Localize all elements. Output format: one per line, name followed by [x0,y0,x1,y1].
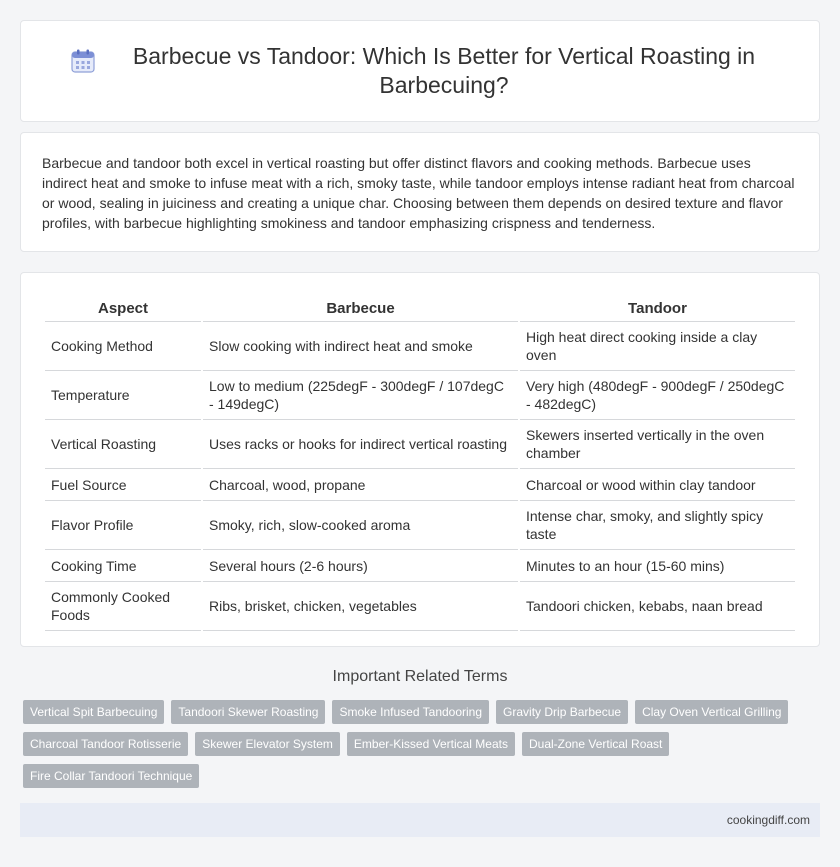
related-term-tag[interactable]: Gravity Drip Barbecue [496,700,628,724]
related-term-tag[interactable]: Smoke Infused Tandooring [332,700,489,724]
table-row [45,501,795,550]
table-cell: Charcoal or wood within clay tandoor [520,469,795,501]
related-term-tag[interactable]: Fire Collar Tandoori Technique [23,764,199,788]
table-cell: High heat direct cooking inside a clay oven [520,322,795,371]
calendar-icon [70,48,96,74]
related-term-tag[interactable]: Vertical Spit Barbecuing [23,700,164,724]
table-cell: Vertical Roasting [45,420,201,469]
table-cell: Intense char, smoky, and slightly spicy taste [520,501,795,550]
table-header-barbecue: Barbecue [203,295,518,322]
table-cell: Very high (480degF - 900degF / 250degC - 482degC) [520,371,795,420]
page-title: Barbecue vs Tandoor: Which Is Better for Vertical Roasting in Barbecuing? [132,43,756,98]
intro-paragraph: Barbecue and tandoor both excel in vertical roasting but offer distinct flavors and cooking methods. Barbecue uses indirect heat and smoke to infuse meat with a rich, smoky taste, while tandoor employs intense radiant heat from charcoal or wood, sealing in juiciness and creating a unique char. Choosing between them depends on desired texture and flavor profiles, with barbecue highlighting smokiness and tandoor emphasizing crispness and tenderness. [20,132,820,252]
table-row [45,420,795,469]
table-header-row [45,295,795,322]
related-term-tag[interactable]: Skewer Elevator System [195,732,340,756]
related-term-tag[interactable]: Ember-Kissed Vertical Meats [347,732,515,756]
table-cell: Smoky, rich, slow-cooked aroma [203,501,518,550]
related-term-tag[interactable]: Charcoal Tandoor Rotisserie [23,732,188,756]
table-cell: Commonly Cooked Foods [45,582,201,631]
related-term-tag[interactable]: Dual-Zone Vertical Roast [522,732,669,756]
table-row [45,322,795,371]
footer-site-link[interactable]: cookingdiff.com [726,813,810,827]
table-cell: Tandoori chicken, kebabs, naan bread [520,582,795,631]
related-term-tag[interactable]: Tandoori Skewer Roasting [171,700,325,724]
table-cell: Ribs, brisket, chicken, vegetables [203,582,518,631]
footer [20,803,820,837]
table-cell: Fuel Source [45,469,201,501]
header-card [20,20,820,122]
table-cell: Temperature [45,371,201,420]
table-cell: Minutes to an hour (15-60 mins) [520,550,795,582]
table-row [45,371,795,420]
table-cell: Skewers inserted vertically in the oven chamber [520,420,795,469]
table-row [45,550,795,582]
table-cell: Cooking Time [45,550,201,582]
table-cell: Cooking Method [45,322,201,371]
related-terms-tags [23,700,813,788]
table-header-aspect: Aspect [45,295,201,322]
related-term-tag[interactable]: Clay Oven Vertical Grilling [635,700,788,724]
table-header-tandoor: Tandoor [520,295,795,322]
table-row [45,582,795,631]
table-cell: Flavor Profile [45,501,201,550]
table-cell: Low to medium (225degF - 300degF / 107degC - 149degC) [203,371,518,420]
comparison-table [43,295,797,631]
related-terms-title: Important Related Terms [332,668,508,685]
comparison-table-card [20,272,820,647]
table-cell: Uses racks or hooks for indirect vertical roasting [203,420,518,469]
table-cell: Several hours (2-6 hours) [203,550,518,582]
table-cell: Slow cooking with indirect heat and smoke [203,322,518,371]
table-cell: Charcoal, wood, propane [203,469,518,501]
table-row [45,469,795,501]
